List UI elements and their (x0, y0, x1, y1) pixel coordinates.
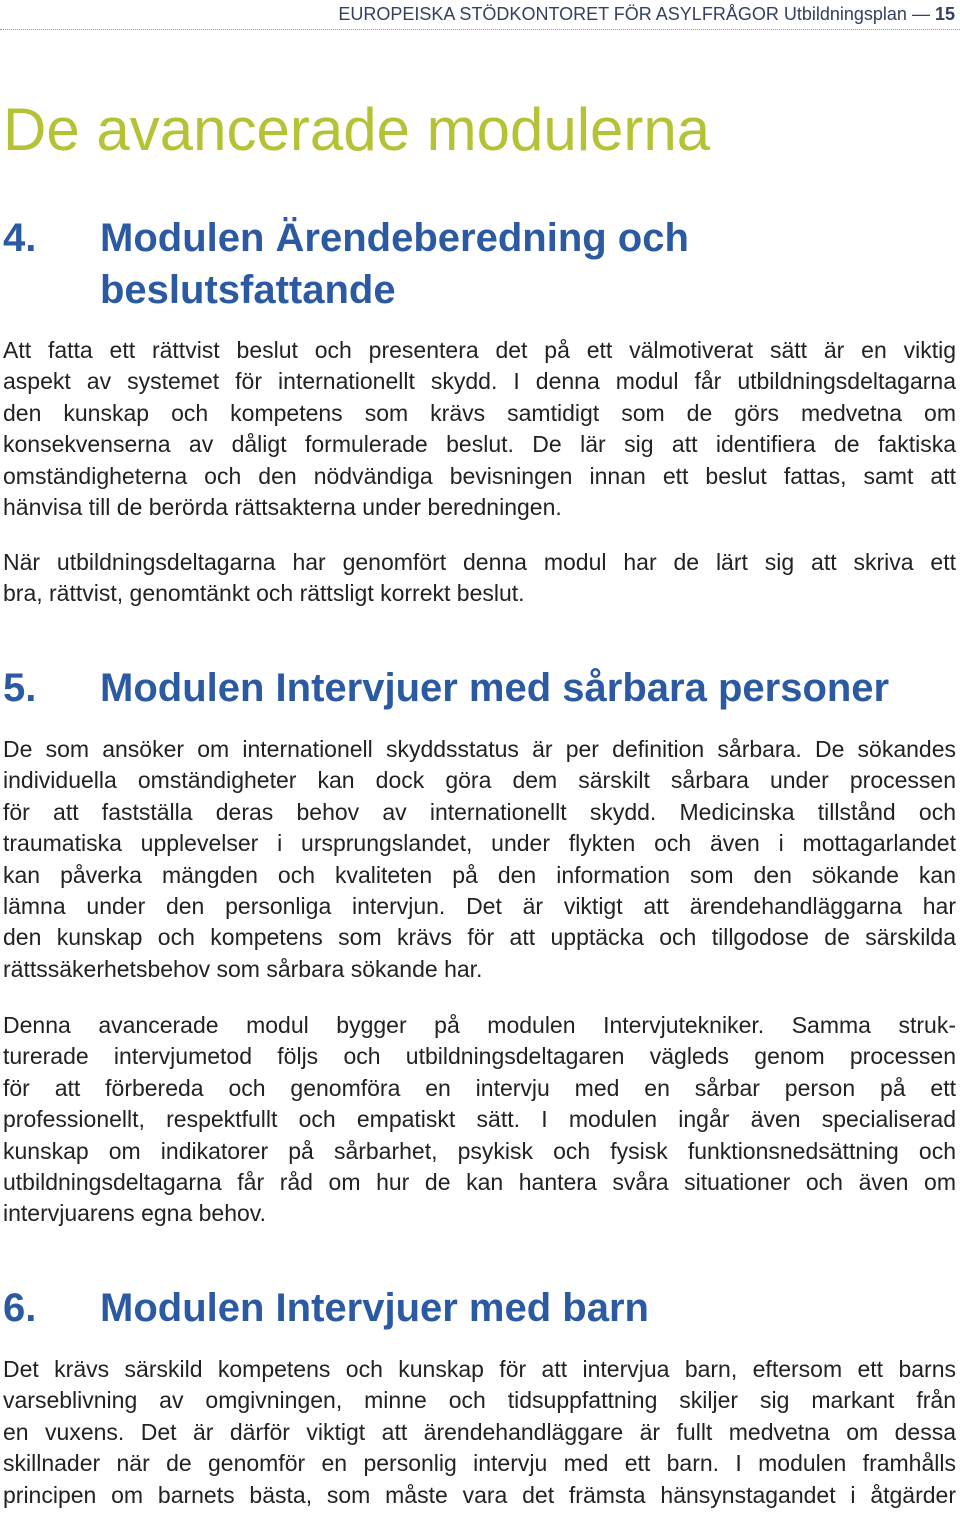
page-title: De avancerade modulerna (3, 96, 711, 163)
paragraph-line: aspekt av systemet för internationellt skydd. I denna modul får utbildningsdeltagarna (3, 368, 956, 395)
page-number: 15 (934, 4, 955, 24)
paragraph-line: De som ansöker om internationell skyddsstatus är per definition sårbara. De sökandes (3, 736, 956, 762)
paragraph-line: rättssäkerhetsbehov som sårbara sökande har. (3, 955, 483, 982)
paragraph-line: turerade intervjumetod följs och utbildningsdeltagaren vägleds genom processen (3, 1043, 956, 1070)
paragraph-line: lämna under den personliga intervjun. Det är viktigt att ärendehandläggarna har (3, 892, 956, 919)
paragraph-line: Att fatta ett rättvist beslut och presentera det på ett välmotiverat sätt är en viktig (3, 337, 956, 363)
paragraph-line: hänvisa till de berörda rättsakterna under beredningen. (3, 493, 562, 520)
paragraph-line: När utbildningsdeltagarna har genomfört denna modul har de lärt sig att skriva ett (3, 549, 956, 575)
paragraph-line: bra, rättvist, genomtänkt och rättsligt korrekt beslut. (3, 580, 525, 607)
section-heading (3, 662, 953, 714)
paragraph-line: för att fastställa deras behov av internationellt skydd. Medicinska tillstånd och (3, 798, 956, 825)
paragraph-line: traumatiska upplevelser i ursprungslandet, under flykten och även i mottagarlandet (3, 830, 956, 857)
section-heading (3, 1282, 953, 1334)
running-header (0, 0, 955, 28)
paragraph-line: professionellt, respektfullt och empatiskt sätt. I modulen ingår även specialiserad (3, 1106, 956, 1133)
paragraph-line: kunskap om indikatorer på sårbarhet, psykisk och fysisk funktionsnedsättning och (3, 1137, 956, 1164)
header-divider (0, 29, 960, 30)
section-title-line: Modulen Intervjuer med barn (100, 1286, 649, 1330)
paragraph-line: för att förbereda och genomföra en intervju med en sårbar person på ett (3, 1074, 956, 1101)
section-title-line: Modulen Intervjuer med sårbara personer (100, 666, 890, 710)
section-title (100, 662, 889, 714)
section-number: 6. (3, 1286, 37, 1330)
paragraph (3, 1354, 956, 1511)
header-document-title: Utbildningsplan (783, 4, 907, 24)
paragraph-line: den kunskap och kompetens som krävs samtidigt som de görs medvetna om (3, 399, 956, 426)
paragraph-line: Denna avancerade modul bygger på modulen Intervjutekniker. Samma struk- (3, 1012, 956, 1038)
paragraph (3, 547, 956, 610)
paragraph-line: den kunskap och kompetens som krävs för att upptäcka och tillgodose de särskilda (3, 924, 956, 951)
section-title (100, 212, 689, 316)
paragraph-line: kan påverka mängden och kvaliteten på den information som den sökande kan (3, 861, 956, 888)
paragraph-line: principen om barnets bästa, som måste vara det främsta hänsynstagandet i åtgärder (3, 1481, 956, 1508)
paragraph-line: konsekvenserna av dåligt formulerade beslut. De lär sig att identifiera de faktiska (3, 431, 956, 458)
section-title-line: beslutsfattande (100, 268, 396, 312)
paragraph-line: varseblivning av omgivningen, minne och tidsuppfattning skiljer sig markant från (3, 1387, 956, 1414)
section-number: 5. (3, 666, 37, 710)
section-number: 4. (3, 216, 37, 260)
paragraph-line: en vuxens. Det är därför viktigt att ärendehandläggare är fullt medvetna om dessa (3, 1418, 956, 1445)
header-organization: EUROPEISKA STÖDKONTORET FÖR ASYLFRÅGOR (338, 4, 779, 24)
paragraph (3, 335, 956, 523)
paragraph-line: skillnader när de genomför en personlig intervju med ett barn. I modulen framhålls (3, 1450, 956, 1477)
paragraph-line: individuella omständigheter kan dock göra dem särskilt sårbara under processen (3, 767, 956, 794)
paragraph (3, 1010, 956, 1230)
section-title (100, 1282, 649, 1334)
paragraph-line: Det krävs särskild kompetens och kunskap för att intervjua barn, eftersom ett barns (3, 1356, 956, 1382)
paragraph-line: utbildningsdeltagarna får råd om hur de kan hantera svåra situationer och även om (3, 1168, 956, 1195)
paragraph (3, 734, 956, 985)
header-dash: — (911, 4, 930, 24)
paragraph-line: omständigheterna och den nödvändiga bevisningen innan ett beslut fattas, samt att (3, 462, 956, 489)
section-heading (3, 212, 953, 316)
paragraph-line: intervjuarens egna behov. (3, 1200, 266, 1227)
section-title-line: Modulen Ärendeberedning och (100, 216, 689, 260)
